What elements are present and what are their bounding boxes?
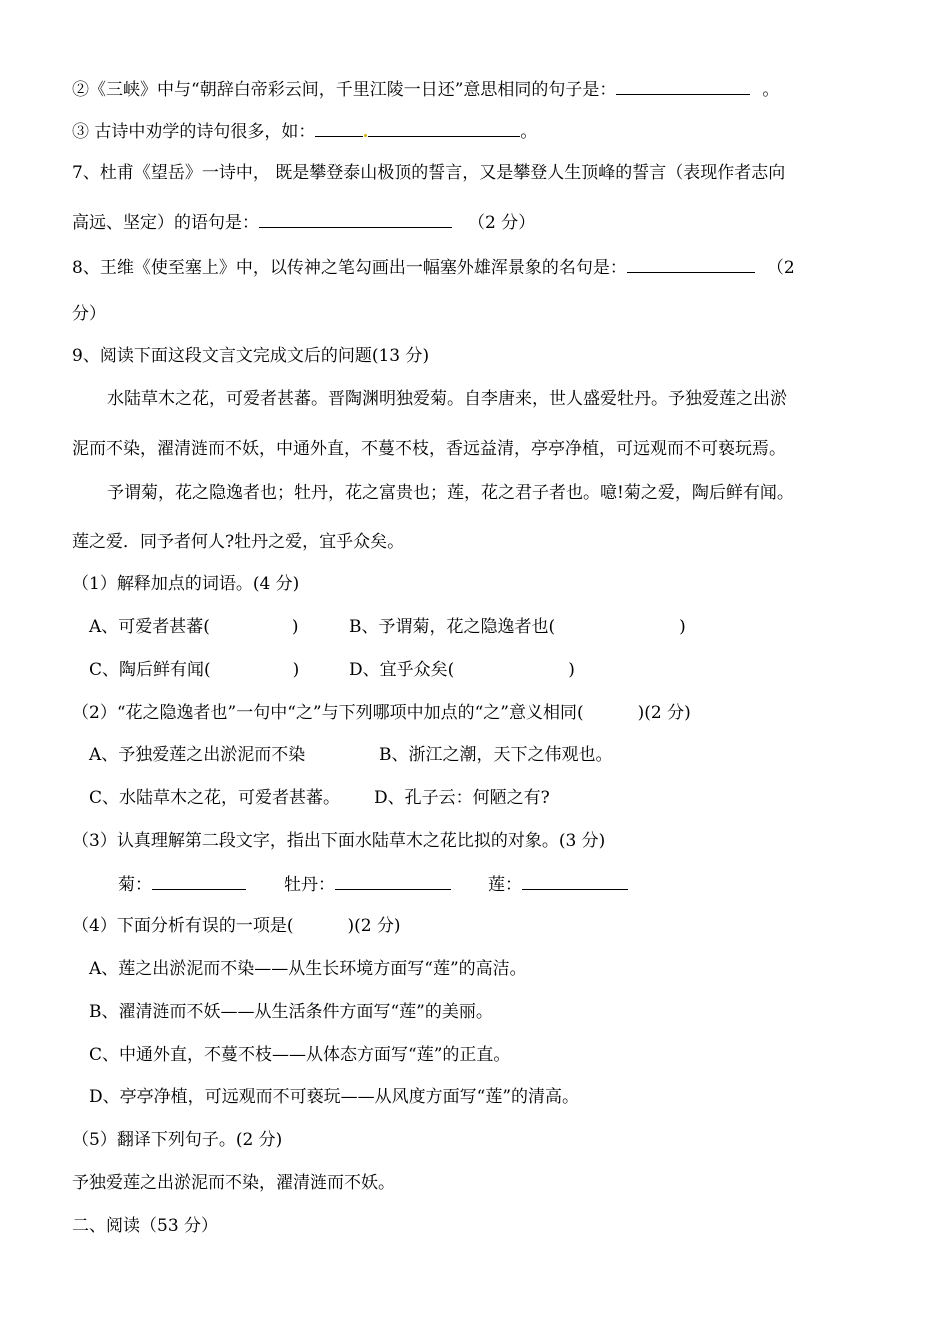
sub1-option-b xyxy=(349,617,686,637)
sub4-option-a: A、莲之出淤泥而不染——从生长环境方面写“莲”的高洁。 xyxy=(89,959,527,979)
sub3-mudan xyxy=(284,873,451,895)
paren: ) xyxy=(679,617,686,637)
answer-blank[interactable] xyxy=(259,211,452,228)
sub4-option-b: B、濯清涟而不妖——从生活条件方面写“莲”的美丽。 xyxy=(89,1002,493,1022)
period: 。 xyxy=(520,122,538,142)
option-text: D、宜乎众矣( xyxy=(349,660,455,680)
q8-score-continued: 分） xyxy=(72,304,106,324)
sub2-option-c: C、水陆草木之花，可爱者甚蕃。 xyxy=(89,788,341,808)
sub4-title xyxy=(72,916,401,936)
sub1-option-a xyxy=(89,617,299,637)
q8-line-1-text: 8、王维《使至塞上》中，以传神之笔勾画出一幅塞外雄浑景象的名句是： xyxy=(72,258,627,278)
q7-line-1: 7、杜甫《望岳》一诗中， 既是攀登泰山极顶的誓言，又是攀登人生顶峰的誓言（表现作者志向 xyxy=(72,163,786,183)
answer-blank[interactable] xyxy=(522,873,628,890)
sub4-option-c: C、中通外直，不蔓不枝——从体态方面写“莲”的正直。 xyxy=(89,1045,511,1065)
q7-line-2-text: 高远、坚定）的语句是： xyxy=(72,213,259,233)
q7-line-2 xyxy=(72,211,535,233)
sub4-option-d: D、亭亭净植，可远观而不可亵玩——从风度方面写“莲”的清高。 xyxy=(89,1087,580,1107)
ju-label: 菊： xyxy=(118,875,152,895)
score-label: )(2 分) xyxy=(347,916,401,936)
q6-line-2 xyxy=(72,78,779,100)
sub1-title: （1）解释加点的词语。(4 分) xyxy=(72,574,300,594)
passage-para-1-line-2: 泥而不染，濯清涟而不妖，中通外直，不蔓不枝，香远益清，亭亭净植，可远观而不可亵玩焉。 xyxy=(72,439,786,459)
option-text: C、陶后鲜有闻( xyxy=(89,660,211,680)
answer-blank[interactable] xyxy=(368,120,520,137)
answer-blank[interactable] xyxy=(335,873,451,890)
lian-label: 莲： xyxy=(488,875,522,895)
answer-blank[interactable] xyxy=(315,120,363,137)
mudan-label: 牡丹： xyxy=(284,875,335,895)
sub2-title xyxy=(72,703,691,723)
yellow-mark xyxy=(364,134,367,137)
sub5-title: （5）翻译下列句子。(2 分) xyxy=(72,1130,283,1150)
passage-para-2-line-1: 予谓菊，花之隐逸者也；牡丹，花之富贵也；莲，花之君子者也。噫!菊之爱，陶后鲜有闻。 xyxy=(107,483,794,503)
sub2-option-a: A、予独爱莲之出淤泥而不染 xyxy=(89,745,306,765)
q6-line-3-text: ③ 古诗中劝学的诗句很多，如： xyxy=(72,122,316,142)
sub1-option-d xyxy=(349,660,575,680)
score-label: （2 分） xyxy=(468,213,536,233)
q6-line-2-text: ②《三峡》中与“朝辞白帝彩云间，千里江陵一日还”意思相同的句子是： xyxy=(72,80,617,100)
option-text: A、可爱者甚蕃( xyxy=(89,617,210,637)
paren: ) xyxy=(292,660,300,680)
sub4-title-text: （4）下面分析有误的一项是( xyxy=(72,916,294,936)
answer-blank[interactable] xyxy=(616,78,750,95)
score-label: )(2 分) xyxy=(637,703,691,723)
paren: ) xyxy=(291,617,299,637)
sub2-option-b: B、浙江之潮，天下之伟观也。 xyxy=(379,745,613,765)
passage-para-1-line-1: 水陆草木之花，可爱者甚蕃。晋陶渊明独爱菊。自李唐来，世人盛爱牡丹。予独爱莲之出淤 xyxy=(107,389,787,409)
sub3-title: （3）认真理解第二段文字，指出下面水陆草木之花比拟的对象。(3 分) xyxy=(72,831,606,851)
passage-para-2-line-2: 莲之爱．同予者何人?牡丹之爱，宜乎众矣。 xyxy=(72,532,405,552)
option-text: B、予谓菊，花之隐逸者也( xyxy=(349,617,556,637)
answer-blank[interactable] xyxy=(152,873,246,890)
q6-line-3 xyxy=(72,120,537,142)
q8-line-1 xyxy=(72,256,795,278)
sub2-option-d: D、孔子云：何陋之有? xyxy=(374,788,550,808)
q9-title: 9、阅读下面这段文言文完成文后的问题(13 分) xyxy=(72,346,430,366)
score-label: （2 xyxy=(766,258,795,278)
sub5-sentence: 予独爱莲之出淤泥而不染，濯清涟而不妖。 xyxy=(72,1173,395,1193)
paren: ) xyxy=(568,660,575,680)
sub1-option-c xyxy=(89,660,299,680)
answer-blank[interactable] xyxy=(627,256,755,273)
sub3-ju xyxy=(118,873,246,895)
sub2-title-text: （2）“花之隐逸者也”一句中“之”与下列哪项中加点的“之”意义相同( xyxy=(72,703,584,723)
sub3-lian xyxy=(488,873,628,895)
period: 。 xyxy=(762,80,780,100)
section-2-title: 二、阅读（53 分） xyxy=(72,1216,219,1236)
